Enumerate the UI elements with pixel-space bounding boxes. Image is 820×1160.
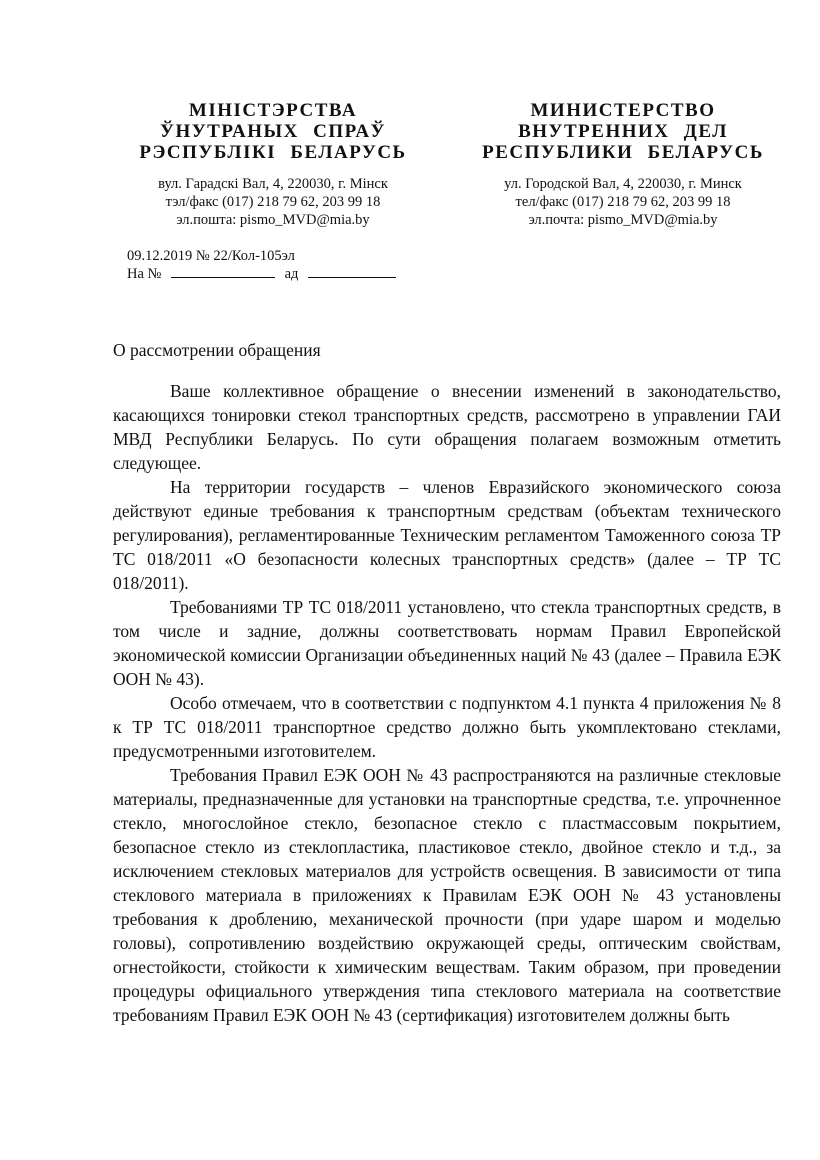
org-line: РЕСПУБЛИКИ БЕЛАРУСЬ: [482, 142, 764, 163]
org-line: ВНУТРЕННИХ ДЕЛ: [518, 121, 728, 142]
contact-by: [128, 175, 418, 229]
phone: тэл/факс (017) 218 79 62, 203 99 18: [165, 194, 381, 210]
letterhead-belarusian: [128, 100, 418, 229]
contact-ru: [468, 175, 778, 229]
org-line: МИНИСТЕРСТВО: [530, 100, 716, 121]
email: эл.пошта: pismo_MVD@mia.by: [176, 212, 370, 228]
letter-body: [113, 379, 781, 1027]
org-line: РЭСПУБЛІКІ БЕЛАРУСЬ: [139, 142, 407, 163]
paragraph: Ваше коллективное обращение о внесении изменений в законодательство, касающихся тонировки стекол транспортных средств, рассмотрено в управлении ГАИ МВД Республики Беларусь. По сути обращения полагаем возможным отметить следующее.: [113, 381, 781, 473]
ref-number-blank: [171, 265, 275, 278]
org-name-ru: [468, 100, 778, 163]
subject-line: О рассмотрении обращения: [113, 340, 321, 360]
reference-line: [127, 265, 396, 283]
org-name-by: [128, 100, 418, 163]
address: ул. Городской Вал, 4, 220030, г. Минск: [504, 176, 742, 192]
letterhead-russian: [468, 100, 778, 229]
phone: тел/факс (017) 218 79 62, 203 99 18: [515, 194, 731, 210]
paragraph: На территории государств – членов Евразийского экономического союза действуют единые требования к транспортным средствам (объектам технического регулирования), регламентированные Техническим регламентом Таможенного союза ТР ТС 018/2011 «О безопасности колесных транспортных средств» (далее – ТР ТС 018/2011).: [113, 477, 781, 593]
address: вул. Гарадскі Вал, 4, 220030, г. Мінск: [158, 176, 388, 192]
paragraph: Требования Правил ЕЭК ООН № 43 распространяются на различные стекловые материалы, предназначенные для установки на транспортные средства, т.е. упрочненное стекло, многослойное стекло, безопасное стекло с пластмассовым покрытием, безопасное стекло из стеклопластика, пластиковое стекло, двойное стекло и т.д., за исключением стекловых материалов для устройств освещения. В зависимости от типа стеклового материала в приложениях к Правилам ЕЭК ООН № 43 установлены требования к дроблению, механической прочности (при ударе шаром и моделью головы), сопротивлению воздействию окружающей среды, оптическим свойствам, огнестойкости, стойкости к химическим веществам. Таким образом, при проведении процедуры официального утверждения типа стеклового материала на соответствие требованиям Правил ЕЭК ООН № 43 (сертификация) изготовителем должны быть: [113, 765, 781, 1025]
ref-date-blank: [308, 265, 396, 278]
paragraph: Требованиями ТР ТС 018/2011 установлено, что стекла транспортных средств, в том числе и задние, должны соответствовать нормам Правил Европейской экономической комиссии Организации объединенных наций № 43 (далее – Правила ЕЭК ООН № 43).: [113, 597, 781, 689]
from-label: ад: [284, 266, 299, 282]
email: эл.почта: pismo_MVD@mia.by: [528, 212, 718, 228]
ref-label: На №: [127, 266, 162, 282]
paragraph: Особо отмечаем, что в соответствии с подпунктом 4.1 пункта 4 приложения № 8 к ТР ТС 018/2011 транспортное средство должно быть укомплектовано стеклами, предусмотренными изготовителем.: [113, 693, 781, 761]
registration-block: [127, 247, 396, 283]
date-number: 09.12.2019 № 22/Кол-105эл: [127, 248, 295, 264]
org-line: ЎНУТРАНЫХ СПРАЎ: [160, 121, 386, 142]
org-line: МІНІСТЭРСТВА: [188, 100, 358, 121]
